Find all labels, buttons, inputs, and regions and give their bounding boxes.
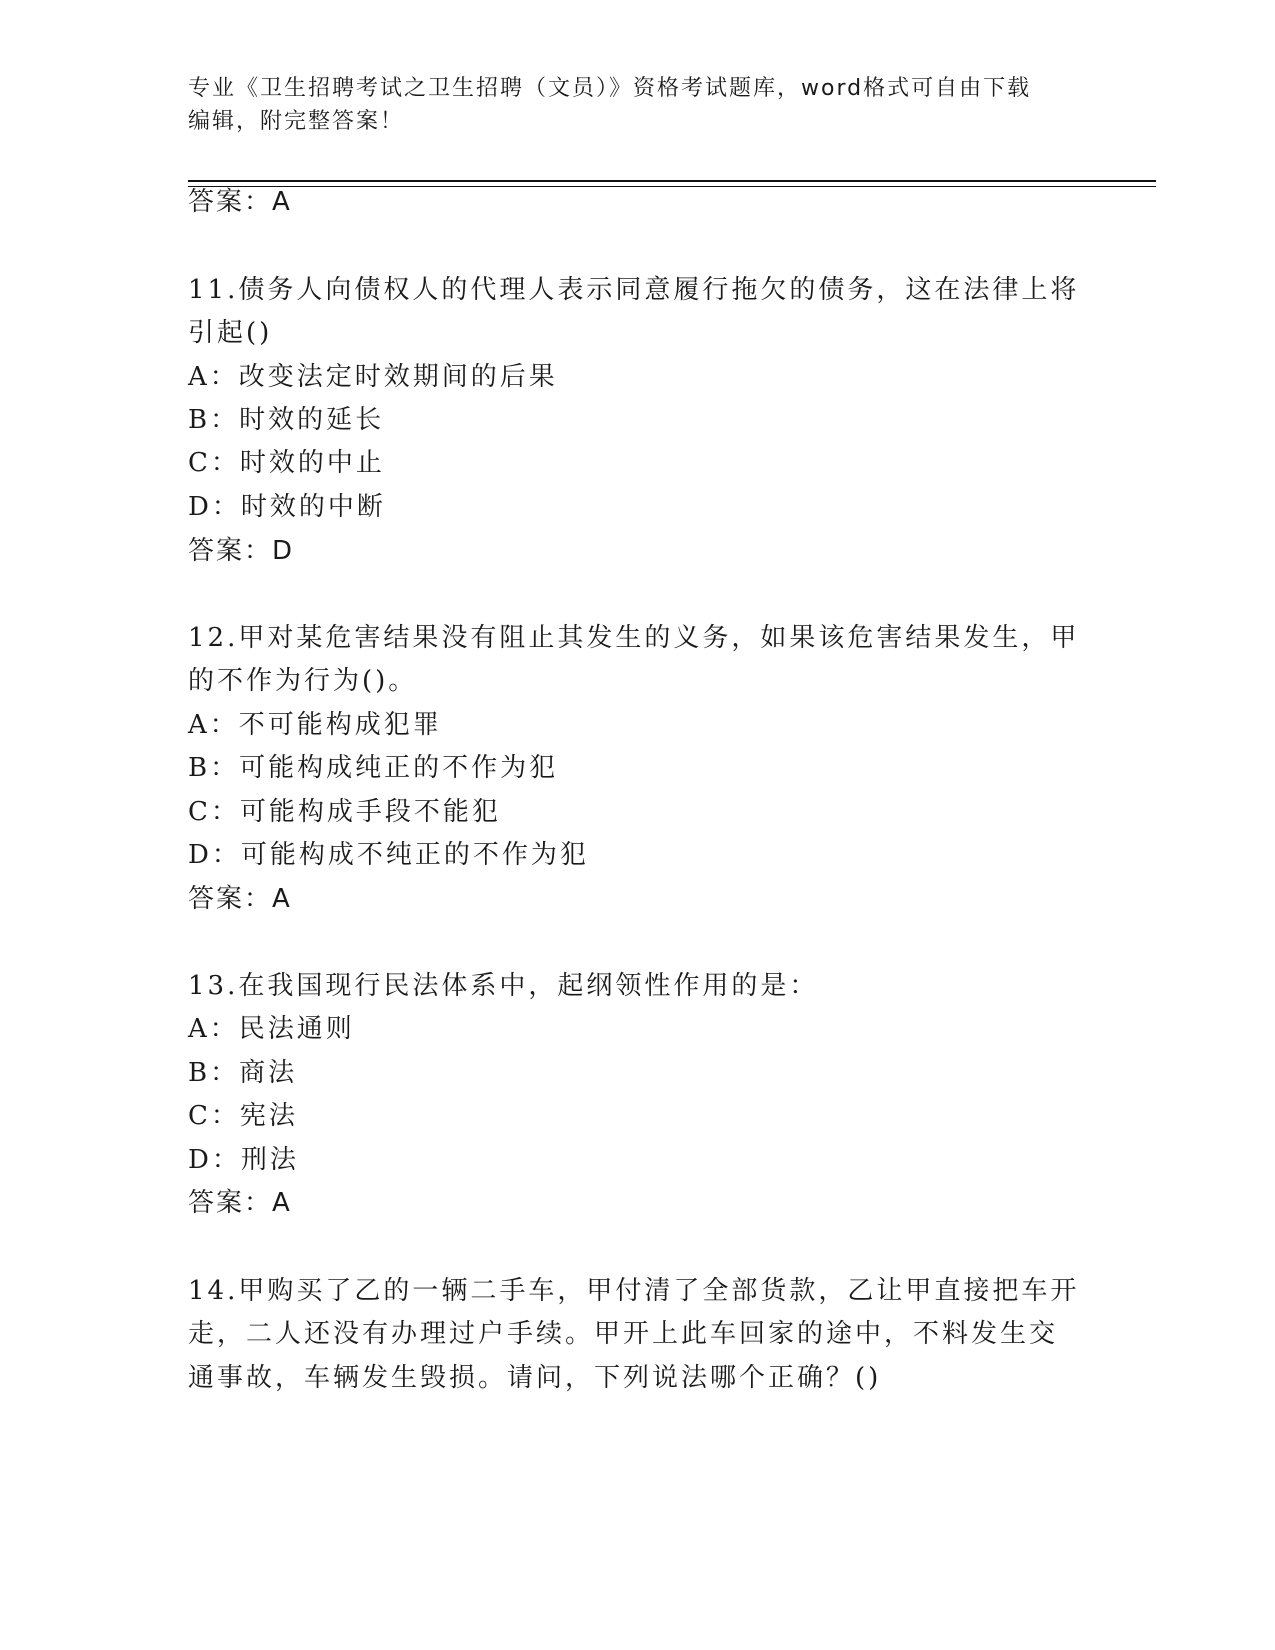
question-11-stem-line-1: 11.债务人向债权人的代理人表示同意履行拖欠的债务，这在法律上将 (188, 275, 1080, 305)
question-11-option-c: C：时效的中止 (188, 448, 385, 478)
question-12-option-a: A：不可能构成犯罪 (188, 710, 442, 740)
header-rule-thick (188, 180, 1156, 182)
question-12-option-c: C：可能构成手段不能犯 (188, 797, 501, 827)
question-13-stem-line-1: 13.在我国现行民法体系中，起纲领性作用的是： (188, 971, 819, 1001)
question-14-stem-line-2: 走，二人还没有办理过户手续。甲开上此车回家的途中，不料发生交 (188, 1319, 1059, 1349)
question-11-option-b: B：时效的延长 (188, 405, 385, 435)
question-13-option-c: C：宪法 (188, 1101, 298, 1131)
header-rule-thin (188, 186, 1156, 187)
question-11-stem-line-2: 引起() (188, 318, 273, 348)
question-13-option-d: D：刑法 (188, 1145, 299, 1175)
question-13-option-b: B：商法 (188, 1058, 298, 1088)
document-header (188, 72, 1068, 138)
question-13-answer: 答案：A (188, 1188, 292, 1218)
header-line-2: 编辑，附完整答案！ (188, 109, 405, 134)
question-14-stem-line-3: 通事故，车辆发生毁损。请问，下列说法哪个正确？() (188, 1363, 882, 1393)
question-13-option-a: A：民法通则 (188, 1014, 355, 1044)
question-11-option-d: D：时效的中断 (188, 492, 386, 522)
question-14-stem-line-1: 14.甲购买了乙的一辆二手车，甲付清了全部货款，乙让甲直接把车开 (188, 1276, 1080, 1306)
question-12-option-d: D：可能构成不纯正的不作为犯 (188, 840, 589, 870)
previous-answer: 答案：A (188, 187, 292, 217)
question-12-stem-line-1: 12.甲对某危害结果没有阻止其发生的义务，如果该危害结果发生，甲 (188, 623, 1080, 653)
question-12-answer: 答案：A (188, 884, 292, 914)
question-12-option-b: B：可能构成纯正的不作为犯 (188, 753, 559, 783)
header-line-1: 专业《卫生招聘考试之卫生招聘（文员）》资格考试题库，word格式可自由下载 (188, 76, 1032, 101)
question-12-stem-line-2: 的不作为行为()。 (188, 666, 418, 696)
question-11-option-a: A：改变法定时效期间的后果 (188, 362, 558, 392)
question-11-answer: 答案：D (188, 536, 295, 566)
